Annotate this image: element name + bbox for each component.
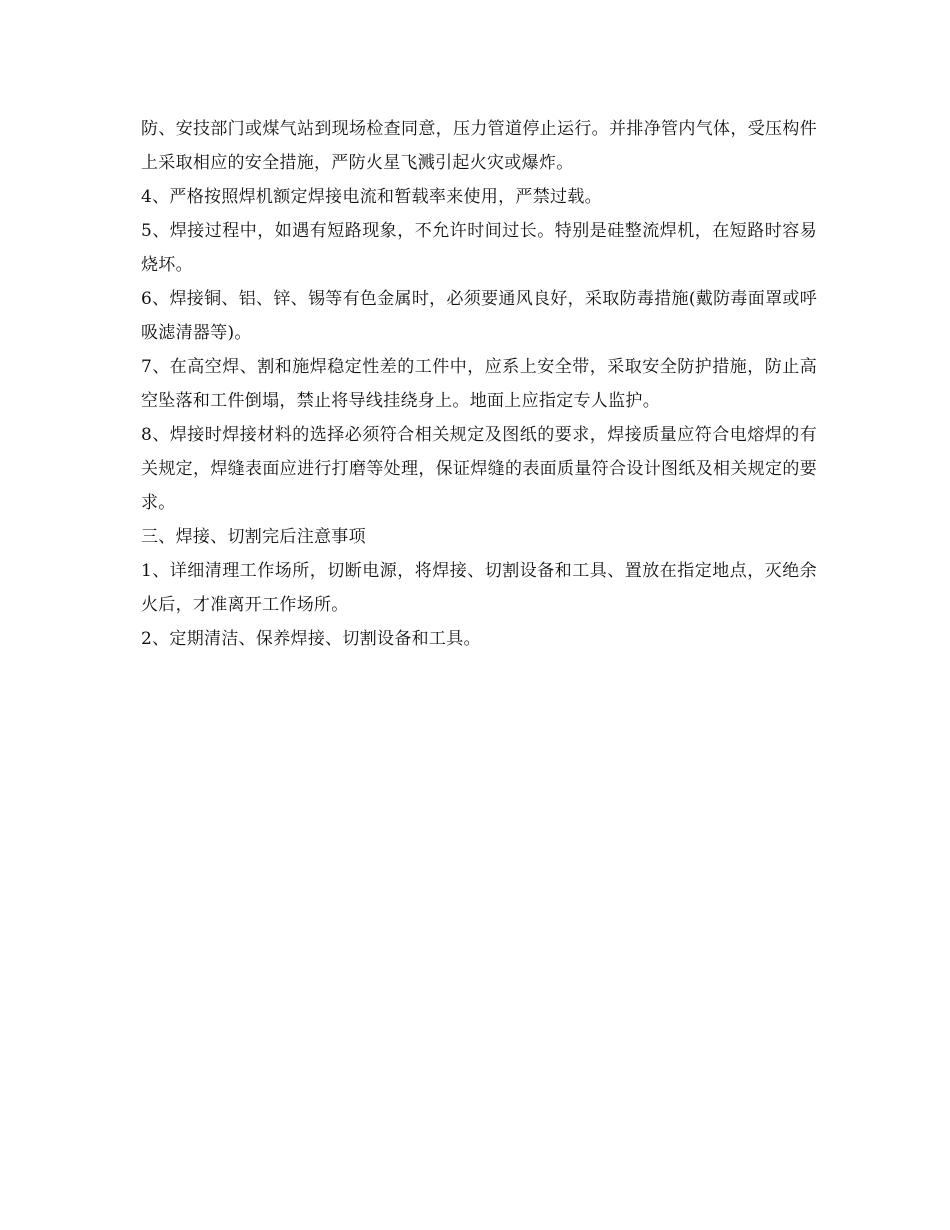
section-heading-3: 三、焊接、切割完后注意事项: [141, 527, 366, 547]
paragraph-continuation: 防、安技部门或煤气站到现场检查同意，压力管道停止运行。并排净管内气体，受压构件上采取相应的安全措施，严防火星飞溅引起火灾或爆炸。: [141, 119, 817, 173]
paragraph-item-5: 5、焊接过程中，如遇有短路现象，不允许时间过长。特别是硅整流焊机，在短路时容易烧坏。: [141, 221, 817, 275]
document-body: [141, 112, 817, 656]
paragraph-item-7: 7、在高空焊、割和施焊稳定性差的工件中，应系上安全带，采取安全防护措施，防止高空坠落和工件倒塌，禁止将导线挂绕身上。地面上应指定专人监护。: [141, 357, 817, 411]
paragraph-section3-item-2: 2、定期清洁、保养焊接、切割设备和工具。: [141, 629, 481, 649]
paragraph-item-8: 8、焊接时焊接材料的选择必须符合相关规定及图纸的要求，焊接质量应符合电熔焊的有关规定，焊缝表面应进行打磨等处理，保证焊缝的表面质量符合设计图纸及相关规定的要求。: [141, 425, 817, 513]
paragraph-item-6: 6、焊接铜、铝、锌、锡等有色金属时，必须要通风良好，采取防毒措施(戴防毒面罩或呼吸滤清器等)。: [141, 289, 817, 343]
paragraph-section3-item-1: 1、详细清理工作场所，切断电源，将焊接、切割设备和工具、置放在指定地点，灭绝余火后，才准离开工作场所。: [141, 561, 817, 615]
paragraph-item-4: 4、严格按照焊机额定焊接电流和暂载率来使用，严禁过载。: [141, 187, 602, 207]
